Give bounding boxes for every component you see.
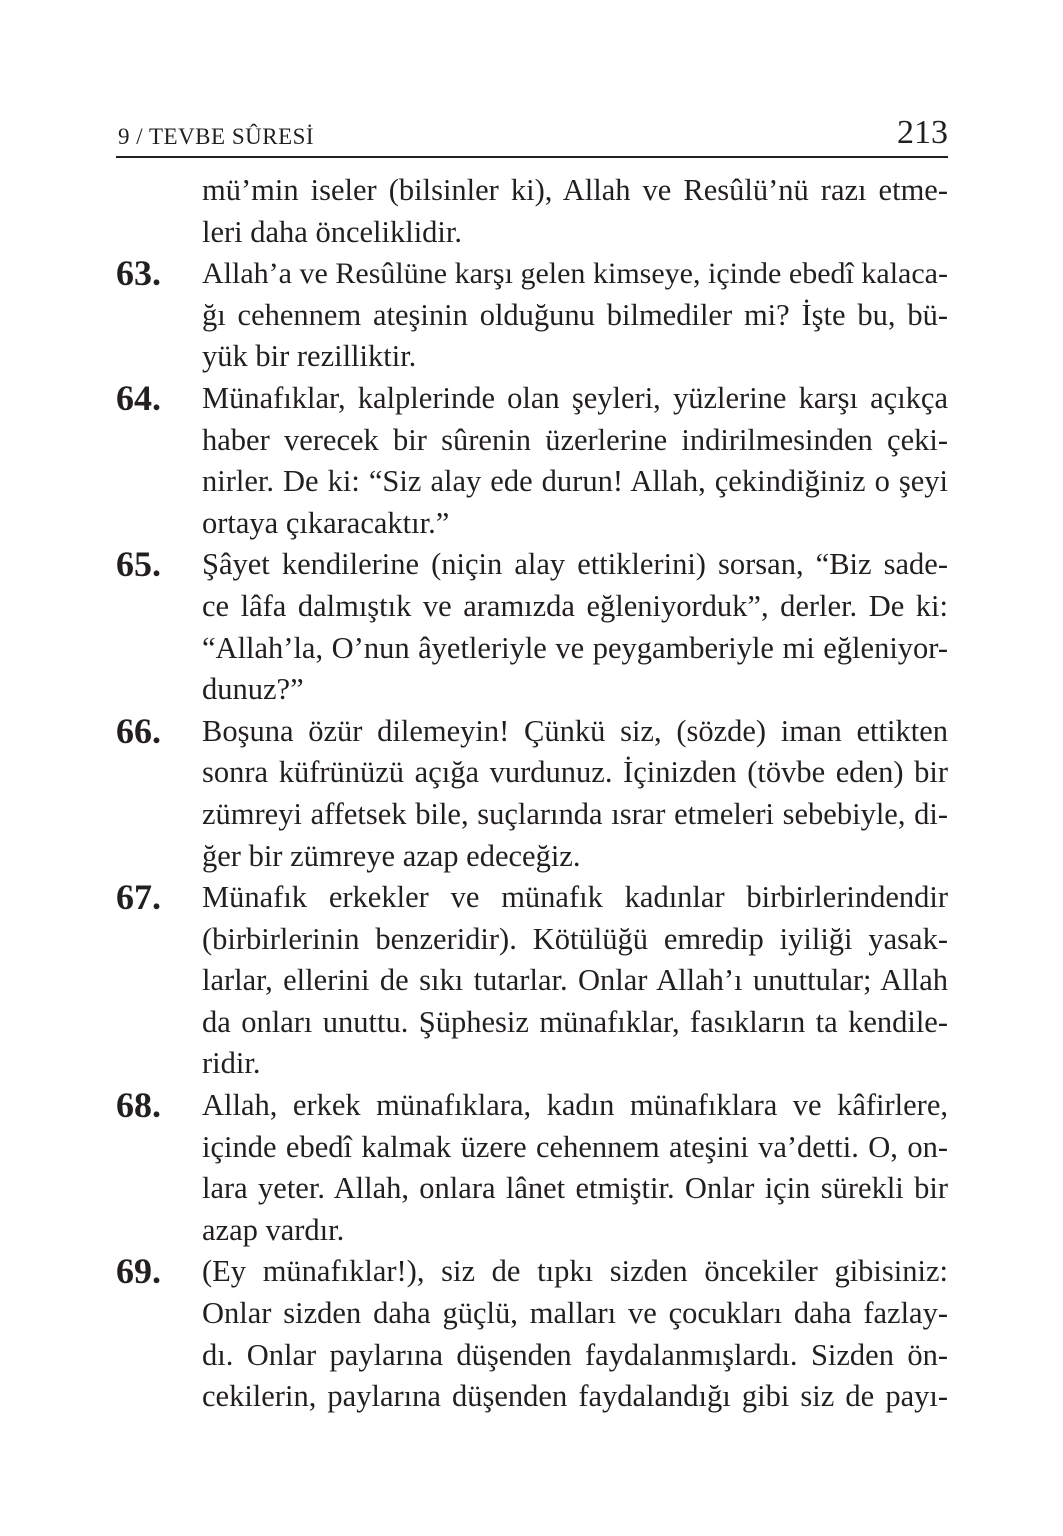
page-body (116, 170, 948, 1418)
text-line: leri daha önceliklidir. (202, 214, 463, 249)
text-line: Boşuna özür dilemeyin! Çünkü siz, (sözde) iman ettikten (202, 713, 948, 748)
text-line: Şâyet kendilerine (niçin alay ettiklerini) sorsan, “Biz sade- (202, 547, 948, 582)
text-line: nirler. De ki: “Siz alay ede durun! Allah, çekindiğiniz o şeyi (202, 464, 948, 499)
verse-number: 64. (116, 377, 161, 418)
text-line: ğı cehennem ateşinin olduğunu bilmediler mi? İşte bu, bü- (202, 297, 948, 332)
text-line: lara yeter. Allah, onlara lânet etmiştir. Onlar için sürekli bir (202, 1171, 948, 1206)
text-line: sonra küfrünüzü açığa vurdunuz. İçinizden (tövbe eden) bir (202, 755, 948, 790)
verse-64 (116, 378, 948, 544)
text-line: larlar, ellerini de sıkı tutarlar. Onlar Allah’ı unuttular; Allah (202, 963, 948, 998)
text-line: ridir. (202, 1046, 261, 1081)
verse-number: 66. (116, 710, 161, 751)
verse-68 (116, 1085, 948, 1251)
verse-number: 65. (116, 544, 161, 585)
text-line: da onları unuttu. Şüphesiz münafıklar, fasıkların ta kendile- (202, 1004, 948, 1039)
text-line: dunuz?” (202, 672, 304, 707)
text-line: yük bir rezilliktir. (202, 339, 417, 374)
text-line: Münafıklar, kalplerinde olan şeyleri, yüzlerine karşı açıkça (202, 380, 948, 415)
text-line: ortaya çıkaracaktır.” (202, 505, 450, 540)
verse-66 (116, 711, 948, 877)
text-line: Allah, erkek münafıklara, kadın münafıklara ve kâfirlere, (202, 1088, 948, 1123)
text-line: ğer bir zümreye azap edeceğiz. (202, 838, 581, 873)
text-line: Onlar sizden daha güçlü, malları ve çocukları daha fazlay- (202, 1296, 948, 1331)
chapter-title: 9 / TEVBE SÛRESİ (118, 124, 315, 149)
verse-number: 63. (116, 253, 161, 294)
text-line: azap vardır. (202, 1212, 345, 1247)
verse-65 (116, 544, 948, 710)
text-line: cekilerin, paylarına düşenden faydalandığı gibi siz de payı- (202, 1379, 948, 1414)
verse-63 (116, 253, 948, 378)
verse-number: 69. (116, 1251, 161, 1292)
verse-69 (116, 1251, 948, 1417)
text-line: (Ey münafıklar!), siz de tıpkı sizden öncekiler gibisiniz: (202, 1254, 948, 1289)
running-header (116, 112, 948, 158)
text-line: dı. Onlar paylarına düşenden faydalanmışlardı. Sizden ön- (202, 1337, 948, 1372)
text-line: (birbirlerinin benzeridir). Kötülüğü emredip iyiliği yasak- (202, 921, 948, 956)
text-line: “Allah’la, O’nun âyetleriyle ve peygamberiyle mi eğleniyor- (202, 630, 948, 665)
text-line: Münafık erkekler ve münafık kadınlar birbirlerindendir (202, 880, 948, 915)
text-line: mü’min iseler (bilsinler ki), Allah ve Resûlü’nü razı etme- (202, 173, 948, 207)
text-line: içinde ebedî kalmak üzere cehennem ateşini va’detti. O, on- (202, 1129, 948, 1164)
text-line: ce lâfa dalmıştık ve aramızda eğleniyorduk”, derler. De ki: (202, 588, 948, 623)
text-line: Allah’a ve Resûlüne karşı gelen kimseye, içinde ebedî kalaca- (202, 257, 948, 291)
page-number: 213 (897, 114, 948, 151)
verse-number: 67. (116, 877, 161, 918)
text-line: haber verecek bir sûrenin üzerlerine indirilmesinden çeki- (202, 422, 948, 457)
text-line: zümreyi affetsek bile, suçlarında ısrar etmeleri sebebiyle, di- (202, 796, 948, 831)
verse-67 (116, 877, 948, 1085)
verse-number: 68. (116, 1085, 161, 1126)
continued-paragraph (116, 170, 948, 253)
